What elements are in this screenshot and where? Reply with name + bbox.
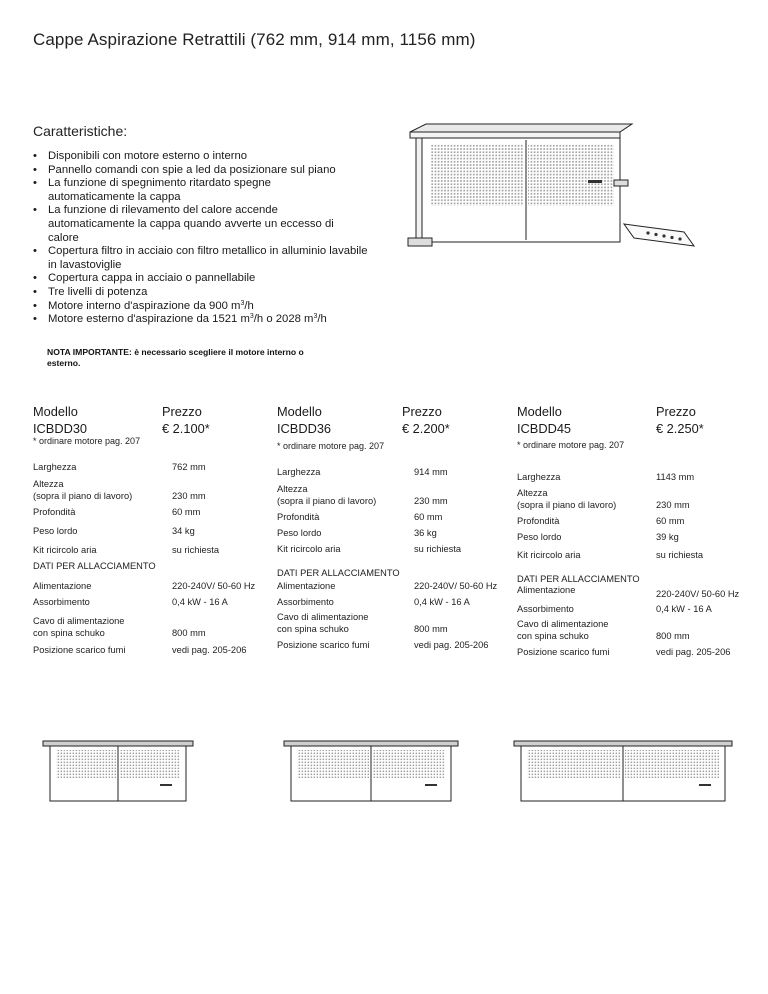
feature-item: • Copertura filtro in acciaio con filtro metallico in alluminio lavabile in lavastoviglie: [33, 245, 371, 272]
spec-sublabel: (sopra il piano di lavoro): [33, 490, 133, 501]
features-heading: Caratteristiche:: [33, 123, 128, 139]
spec-sublabel: con spina schuko: [277, 623, 349, 634]
hood-front-view-icbdd36: [283, 740, 459, 802]
spec-label: Altezza: [517, 488, 548, 498]
spec-label: Cavo di alimentazione: [517, 619, 609, 629]
model-price: € 2.200*: [402, 420, 450, 436]
prezzo-label: Prezzo: [656, 404, 696, 419]
spec-label: Profondità: [33, 507, 76, 517]
spec-value: vedi pag. 205-206: [414, 640, 489, 650]
spec-label: Peso lordo: [277, 528, 322, 538]
spec-label: Profondità: [277, 512, 320, 522]
spec-label: Profondità: [517, 516, 560, 526]
feature-item: • Tre livelli di potenza: [33, 286, 373, 300]
spec-sublabel: (sopra il piano di lavoro): [277, 495, 377, 506]
spec-value: 60 mm: [414, 512, 443, 522]
spec-value: su richiesta: [656, 550, 704, 560]
spec-label: Larghezza: [277, 467, 321, 477]
spec-value: su richiesta: [414, 544, 462, 554]
spec-value: vedi pag. 205-206: [656, 647, 731, 657]
spec-label: Cavo di alimentazione: [277, 612, 369, 622]
page-title: Cappe Aspirazione Retrattili (762 mm, 914 mm, 1156 mm): [33, 30, 476, 49]
spec-label: Larghezza: [33, 462, 77, 472]
spec-value: 762 mm: [172, 462, 206, 472]
spec-label: Assorbimento: [33, 597, 90, 607]
spec-label: Peso lordo: [33, 526, 78, 536]
spec-label: Kit ricircolo aria: [277, 544, 341, 554]
feature-item: • Pannello comandi con spie a led da posizionare sul piano: [33, 164, 373, 178]
features-list: [33, 150, 373, 327]
spec-label: Alimentazione: [33, 581, 92, 591]
model-column-icbdd30: [33, 404, 263, 655]
feature-item: • Copertura cappa in acciaio o pannellabile: [33, 272, 373, 286]
spec-label: Alimentazione: [277, 581, 336, 591]
spec-value: 230 mm: [656, 499, 690, 510]
spec-value: 0,4 kW - 16 A: [414, 597, 470, 607]
spec-value: 36 kg: [414, 528, 437, 538]
order-note: * ordinare motore pag. 207: [33, 436, 141, 446]
spec-sublabel: (sopra il piano di lavoro): [517, 499, 617, 510]
spec-label: Assorbimento: [277, 597, 334, 607]
spec-label: Kit ricircolo aria: [33, 545, 97, 555]
spec-label: Posizione scarico fumi: [33, 645, 126, 655]
spec-sublabel: con spina schuko: [33, 627, 105, 638]
spec-sublabel: con spina schuko: [517, 630, 589, 641]
spec-label: Assorbimento: [517, 604, 574, 614]
important-note: NOTA IMPORTANTE: è necessario scegliere il motore interno o esterno.: [47, 347, 304, 368]
connection-section-heading: DATI PER ALLACCIAMENTO: [517, 574, 640, 584]
spec-label: Posizione scarico fumi: [277, 640, 370, 650]
modello-label: Modello: [33, 404, 78, 419]
connection-section-heading: DATI PER ALLACCIAMENTO: [277, 568, 400, 578]
order-note: * ordinare motore pag. 207: [517, 440, 625, 450]
control-panel-illustration: [620, 220, 698, 252]
spec-label: Cavo di alimentazione: [33, 616, 125, 626]
spec-value: 914 mm: [414, 467, 448, 477]
spec-label: Larghezza: [517, 472, 561, 482]
modello-label: Modello: [277, 404, 322, 419]
connection-section-heading: DATI PER ALLACCIAMENTO: [33, 561, 156, 571]
spec-label: Posizione scarico fumi: [517, 647, 610, 657]
spec-label: Alimentazione: [517, 585, 576, 595]
spec-value: vedi pag. 205-206: [172, 645, 247, 655]
hood-front-view-icbdd30: [42, 740, 194, 802]
spec-value: 0,4 kW - 16 A: [172, 597, 228, 607]
order-note: * ordinare motore pag. 207: [277, 441, 385, 451]
spec-value: 220-240V/ 50-60 Hz: [172, 581, 256, 591]
model-code: ICBDD45: [517, 420, 572, 436]
feature-item: • Motore esterno d'aspirazione da 1521 $m^3/h$ o 2028 $m^3/h$: [33, 313, 373, 327]
model-price: € 2.250*: [656, 420, 704, 436]
feature-item: • La funzione di rilevamento del calore accende automaticamente la cappa quando avverte un eccesso di calore: [33, 204, 363, 245]
spec-value: 1143 mm: [656, 472, 695, 482]
spec-value: 220-240V/ 50-60 Hz: [656, 589, 740, 599]
model-price: € 2.100*: [162, 420, 210, 436]
spec-label: Altezza: [33, 479, 64, 489]
spec-value: 230 mm: [414, 495, 448, 506]
spec-label: Altezza: [277, 484, 308, 494]
feature-item: • Disponibili con motore esterno o interno: [33, 150, 373, 164]
spec-label: Kit ricircolo aria: [517, 550, 581, 560]
spec-value: 39 kg: [656, 532, 679, 542]
feature-item: • Motore interno d'aspirazione da 900 $m^3/h$: [33, 300, 373, 314]
hood-product-illustration: [402, 122, 638, 250]
model-column-icbdd36: [277, 404, 507, 650]
spec-value: su richiesta: [172, 545, 220, 555]
feature-item: • La funzione di spegnimento ritardato spegne automaticamente la cappa: [33, 177, 358, 204]
spec-value: 800 mm: [172, 627, 206, 638]
spec-value: 800 mm: [414, 623, 448, 634]
prezzo-label: Prezzo: [162, 404, 202, 419]
spec-value: 220-240V/ 50-60 Hz: [414, 581, 498, 591]
spec-value: 0,4 kW - 16 A: [656, 604, 712, 614]
spec-value: 60 mm: [172, 507, 201, 517]
spec-value: 34 kg: [172, 526, 195, 536]
spec-value: 800 mm: [656, 630, 690, 641]
modello-label: Modello: [517, 404, 562, 419]
hood-front-view-icbdd45: [513, 740, 733, 802]
spec-value: 230 mm: [172, 490, 206, 501]
prezzo-label: Prezzo: [402, 404, 442, 419]
model-code: ICBDD36: [277, 420, 332, 436]
spec-value: 60 mm: [656, 516, 685, 526]
spec-label: Peso lordo: [517, 532, 562, 542]
model-column-icbdd45: [517, 404, 747, 657]
model-code: ICBDD30: [33, 420, 88, 436]
